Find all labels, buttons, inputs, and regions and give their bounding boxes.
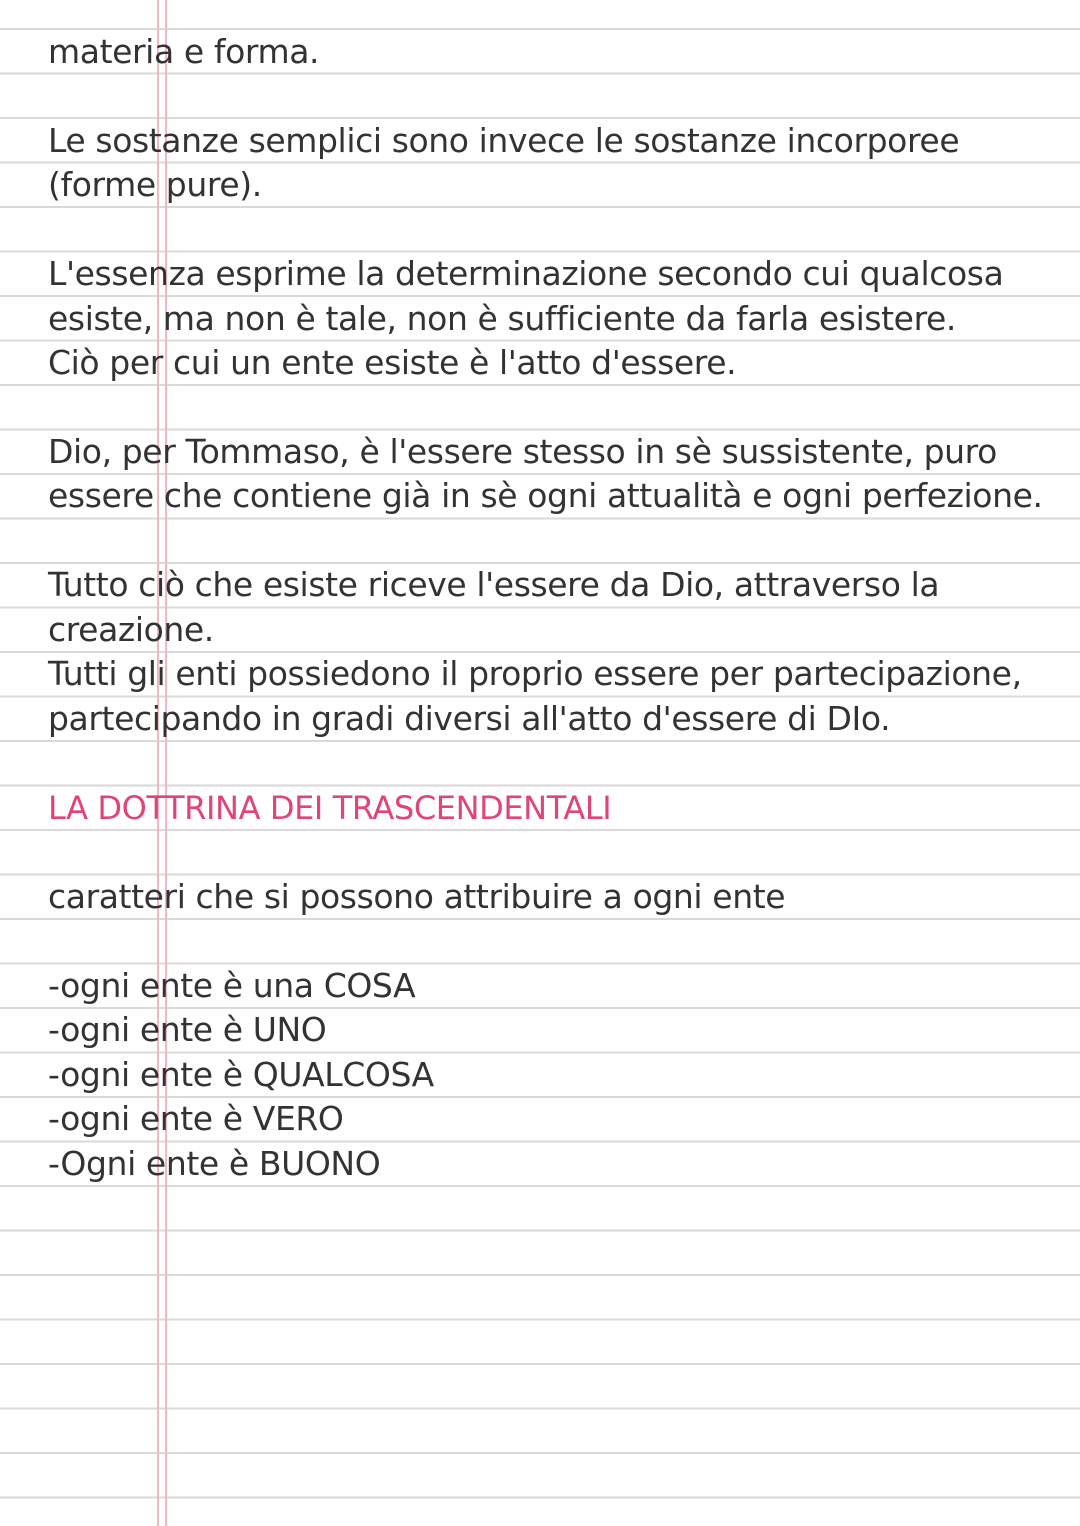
list-item: -ogni ente è UNO [48, 1010, 327, 1049]
note-line: L'essenza esprime la determinazione secondo cui qualcosa [48, 254, 1004, 293]
list-item: -ogni ente è VERO [48, 1099, 344, 1138]
note-line: essere che contiene già in sè ogni attualità e ogni perfezione. [48, 476, 1043, 515]
list-item: -ogni ente è una COSA [48, 966, 416, 1005]
note-line: Le sostanze semplici sono invece le sostanze incorporee [48, 121, 960, 160]
list-item: -ogni ente è QUALCOSA [48, 1055, 434, 1094]
list-item: -Ogni ente è BUONO [48, 1144, 381, 1183]
note-line: esiste, ma non è tale, non è sufficiente da farla esistere. [48, 299, 957, 338]
intro-line: caratteri che si possono attribuire a ogni ente [48, 877, 786, 916]
note-line: creazione. [48, 610, 214, 649]
note-line: Ciò per cui un ente esiste è l'atto d'essere. [48, 343, 737, 382]
note-line: Tutti gli enti possiedono il proprio essere per partecipazione, [48, 654, 1022, 693]
section-heading: LA DOTTRINA DEI TRASCENDENTALI [48, 789, 612, 827]
note-line: materia e forma. [48, 32, 320, 71]
note-line: partecipando in gradi diversi all'atto d'essere di DIo. [48, 699, 891, 738]
note-line: Tutto ciò che esiste riceve l'essere da Dio, attraverso la [48, 565, 940, 604]
note-line: (forme pure). [48, 165, 262, 204]
note-line: Dio, per Tommaso, è l'essere stesso in sè sussistente, puro [48, 432, 997, 471]
